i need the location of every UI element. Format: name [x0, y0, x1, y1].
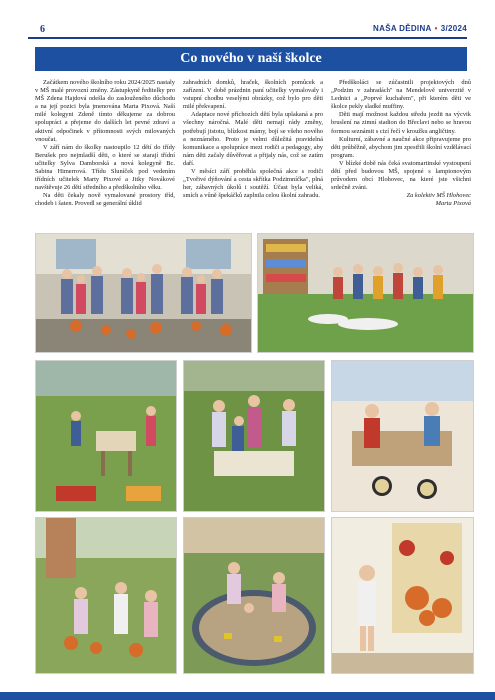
paragraph: V září nám do školky nastoupilo 12 dětí do třídy Berušek pro nejmladší děti, o které se starají třídní učitelky Sylva Damborská a nová kolegyně Bc. Sabina Himerrová. Třídu Sluníček pod vedením třídních učitelek Marty Pixové a Jitky Novákové navštěvuje 26 dětí středního a předškolního věku.: [35, 143, 175, 192]
photo-garden-pumpkins: [35, 517, 177, 674]
paragraph: Na děti čekaly nově vymalované prostory tříd, chodeb i šaten. Provedl se generální úklid: [35, 192, 175, 208]
header-rule: [28, 37, 467, 39]
text-column-2: [183, 79, 323, 200]
text-column-1: [35, 79, 175, 209]
page-number: 6: [40, 24, 45, 35]
paragraph: Děti mají možnost každou středu jezdit na výcvik bruslení na zimní stadion do Břeclavi nebo se hravou formou seznámit s cizí řečí v kroužku angličtiny.: [331, 111, 471, 135]
photo-children-carpet: [257, 233, 474, 353]
issue-number: 3/2024: [440, 24, 467, 33]
paragraph: V měsíci září proběhla společná akce s rodiči „Tvořivé dýňování a cesta skřítka Podzimníčka", plná her, zábavných úkolů i soutěží. Účast byla veliká, smích a vůně špekáčků zaplnila celou školní zahradu.: [183, 168, 323, 200]
paragraph-continued: zahradních domků, hraček, školních pomůcek a zařízení. V době prázdnin paní učitelky vymalovaly i vstupní chodbu veselými obrázky, což bylo pro děti milé překvapení.: [183, 79, 323, 111]
signature-org: Za kolektiv MŠ Hlohovec: [406, 192, 471, 200]
publication-header: [373, 24, 467, 33]
paragraph: Kulturní, zábavné a naučné akce připravujeme pro děti průběžně, abychom jim zpestřili školní vzdělávací program.: [331, 135, 471, 159]
paragraph: Předškoláci se zúčastnili projektových dnů „Podzim v zahradách" na Mendelově univerzitě v Lednici a „Poprvé kuchařem", při kterém děti ve školce pekly sladké muffiny.: [331, 79, 471, 111]
photo-group-pumpkins: [35, 233, 252, 353]
photo-sandbox: [183, 517, 325, 674]
footer-bar: [0, 692, 495, 700]
article-title: Co nového v naší školce: [35, 47, 467, 71]
paragraph: Adaptace nové příchozích dětí byla uplakaná a pro všechny náročná. Malé děti nemají rády změny, potřebují jistotu, blízkost mámy, bojí se všeho nového a neznámého. Proto je velmi důležitá pravidelná komunikace a spolupráce mezi rodiči a pedagogy, aby nám děti začaly důvěřovat a přijaly nás, což se zatím daří.: [183, 111, 323, 167]
photo-table-activity: [183, 360, 325, 512]
paragraph: V blízké době nás čeká svatomartinské vystoupení dětí před budovou MŠ, spojené s lampionovým průvodem obcí Hlohovec, na které jste všichni srdečně zváni.: [331, 159, 471, 192]
text-column-3: [331, 79, 471, 209]
photo-autumn-decoration: [331, 517, 474, 674]
signature-author: Marta Pixová: [435, 200, 471, 208]
separator-dot: •: [434, 24, 438, 33]
photo-garden-stations: [35, 360, 177, 512]
paragraph: Začátkem nového školního roku 2024/2025 nastaly v MŠ malé provozní změny. Zástupkyně ředitelky pro MŠ Zdena Hajdová odešla do zaslouženého důchodu a na její pozici byla jmenována Marta Pixová. Naší milé kolegyni Zdeně tímto děkujeme za dobrou spolupráci a přejeme do dalších let pevné zdraví a aktivní odpočinek v přítomnosti svých milovaných vnoučat.: [35, 79, 175, 143]
photo-classroom: [331, 360, 474, 512]
publication-name: NAŠA DĚDINA: [373, 24, 432, 33]
